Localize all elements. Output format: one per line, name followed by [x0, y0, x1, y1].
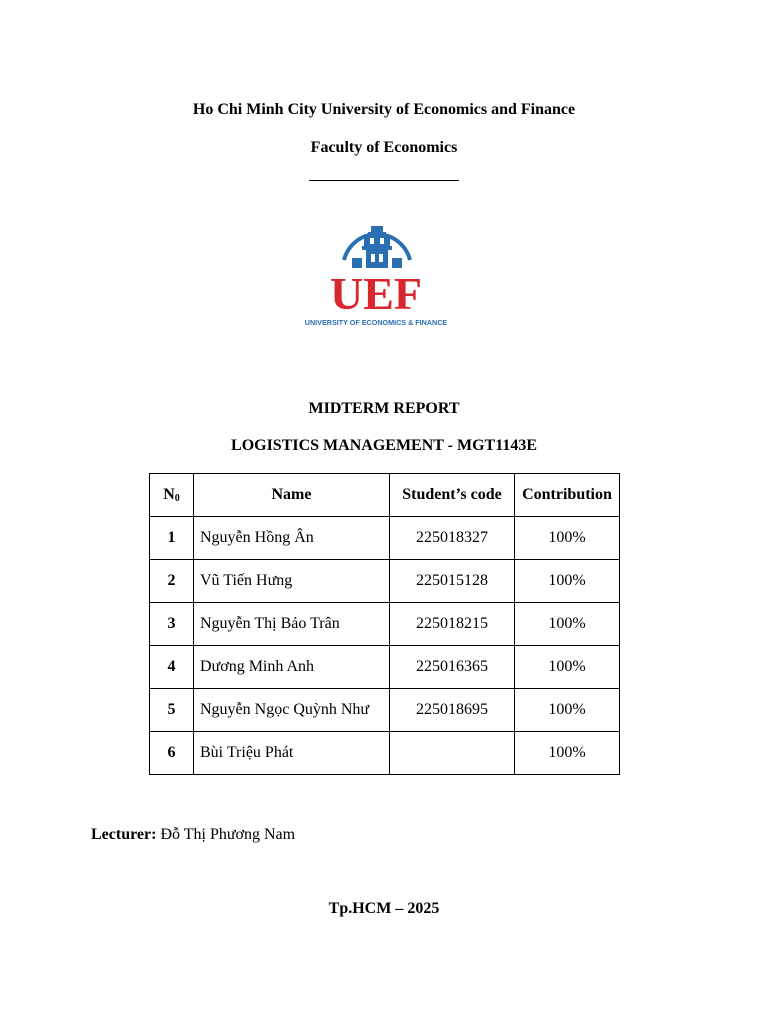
row-code — [390, 732, 515, 775]
row-no: 1 — [150, 517, 194, 560]
lecturer-line — [91, 825, 295, 845]
members-table — [149, 473, 620, 775]
logo-tower-icon — [352, 226, 402, 268]
header-no: $N_0$ — [150, 474, 194, 517]
row-name: Dương Minh Anh — [194, 646, 390, 689]
row-contribution: 100% — [515, 689, 620, 732]
row-code: 225018327 — [390, 517, 515, 560]
row-code: 225018215 — [390, 603, 515, 646]
table-row — [150, 689, 620, 732]
row-contribution: 100% — [515, 560, 620, 603]
row-contribution: 100% — [515, 517, 620, 560]
place-year: Tp.HCM – 2025 — [328, 900, 440, 917]
header-contribution: Contribution — [515, 474, 620, 517]
table-row — [150, 646, 620, 689]
logo-text: UEF — [330, 268, 422, 319]
faculty-name: Faculty of Economics — [310, 139, 458, 156]
table-row — [150, 603, 620, 646]
table-row — [150, 560, 620, 603]
row-name: Nguyễn Hồng Ân — [194, 517, 390, 560]
row-no: 2 — [150, 560, 194, 603]
report-title: MIDTERM REPORT — [308, 400, 460, 417]
row-contribution: 100% — [515, 732, 620, 775]
row-no: 3 — [150, 603, 194, 646]
table-row — [150, 732, 620, 775]
row-no: 5 — [150, 689, 194, 732]
row-name: Nguyễn Thị Bảo Trân — [194, 603, 390, 646]
row-no: 4 — [150, 646, 194, 689]
lecturer-label: Lecturer: — [91, 826, 157, 843]
header-code: Student’s code — [390, 474, 515, 517]
header-name: Name — [194, 474, 390, 517]
row-name: Nguyễn Ngọc Quỳnh Như — [194, 689, 390, 732]
course-title: LOGISTICS MANAGEMENT - MGT1143E — [231, 437, 537, 454]
table-row — [150, 517, 620, 560]
row-no: 6 — [150, 732, 194, 775]
university-name: Ho Chi Minh City University of Economics and Finance — [192, 101, 576, 118]
row-contribution: 100% — [515, 603, 620, 646]
row-code: 225016365 — [390, 646, 515, 689]
row-name: Vũ Tiến Hưng — [194, 560, 390, 603]
row-contribution: 100% — [515, 646, 620, 689]
lecturer-name: Đỗ Thị Phương Nam — [156, 826, 296, 843]
uef-logo — [292, 214, 460, 332]
row-name: Bùi Triệu Phát — [194, 732, 390, 775]
table-header-row — [150, 474, 620, 517]
row-code: 225018695 — [390, 689, 515, 732]
row-code: 225015128 — [390, 560, 515, 603]
header-divider — [309, 180, 459, 181]
logo-subtitle: UNIVERSITY OF ECONOMICS & FINANCE — [304, 318, 448, 327]
